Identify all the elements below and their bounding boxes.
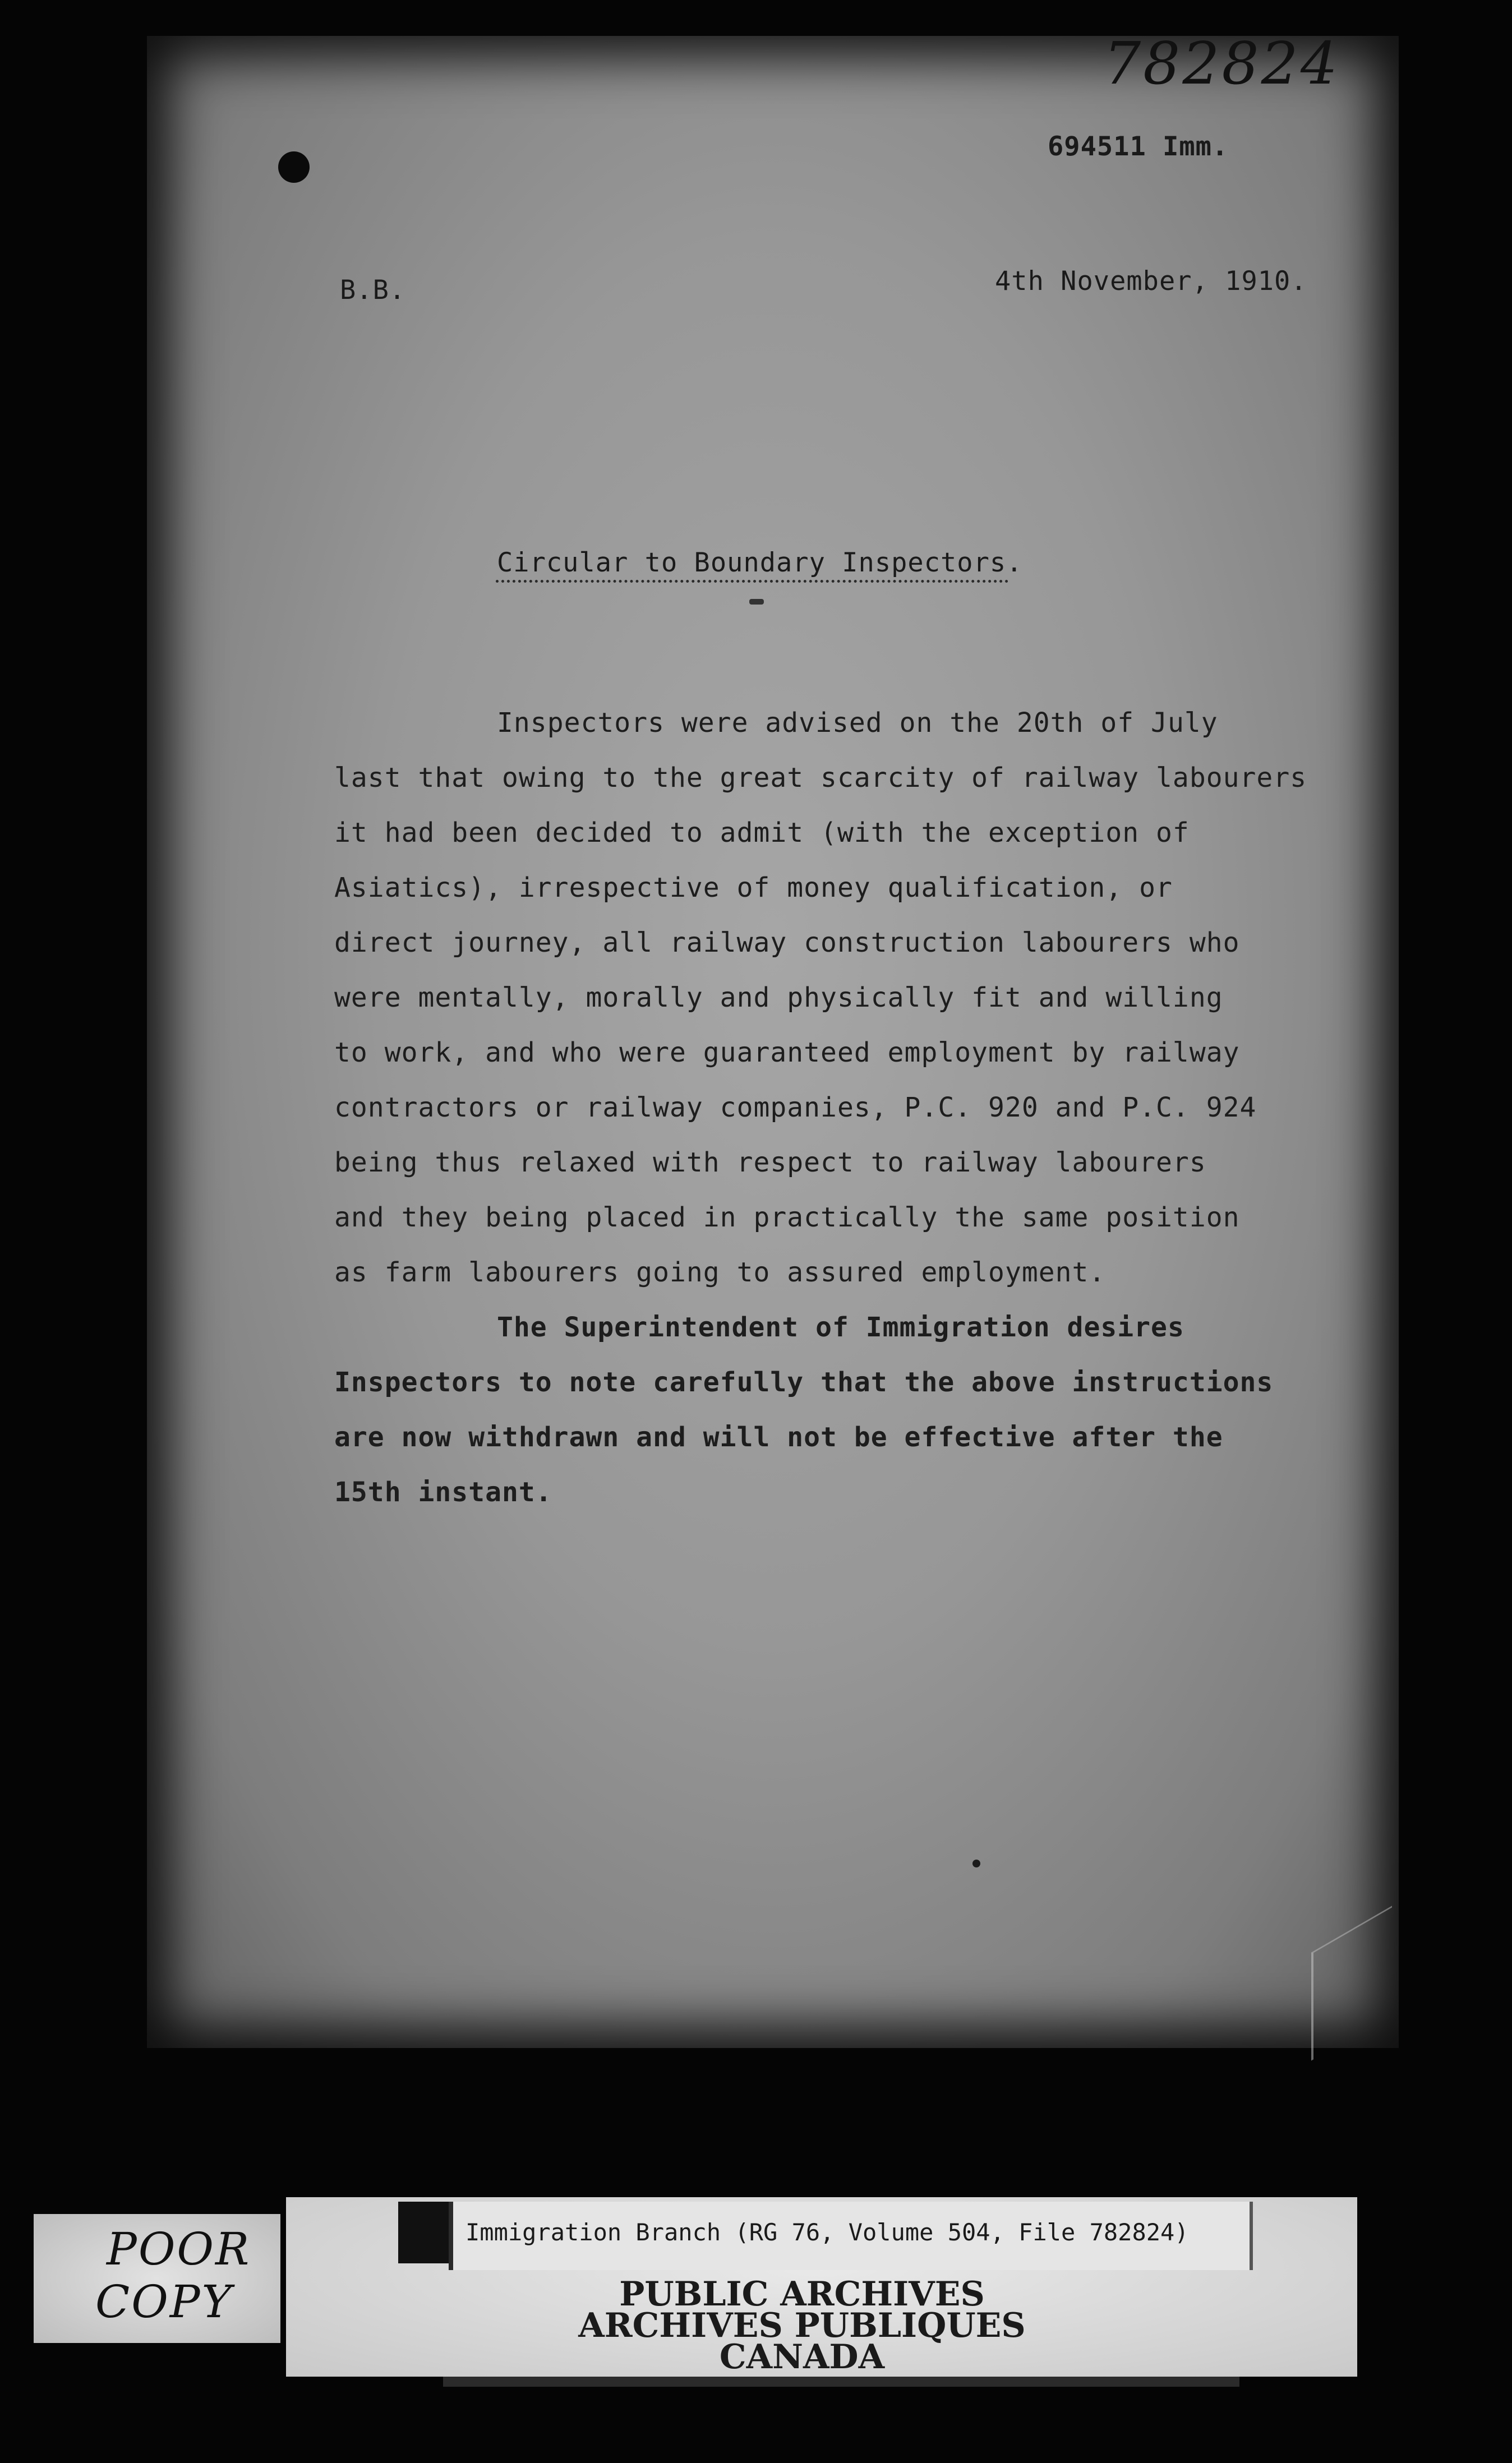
circular-title: Circular to Boundary Inspectors. <box>497 547 1023 578</box>
body-line: The Superintendent of Immigration desires <box>497 1312 1184 1343</box>
body-line: Asiatics), irrespective of money qualification, or <box>334 872 1173 903</box>
body-line: 15th instant. <box>334 1477 552 1508</box>
circular-body <box>334 695 1307 1520</box>
body-line: Inspectors to note carefully that the above instructions <box>334 1367 1274 1398</box>
handwritten-file-number: 782824 <box>1104 29 1340 98</box>
copy-label: COPY <box>95 2276 233 2328</box>
initials: B.B. <box>340 275 406 306</box>
body-line: being thus relaxed with respect to railway labourers <box>334 1147 1206 1178</box>
poor-copy-card <box>34 2214 280 2343</box>
archives-country: CANADA <box>719 2337 885 2377</box>
label-shadow <box>443 2377 1239 2387</box>
ink-mark <box>749 599 764 605</box>
letter-date: 4th November, 1910. <box>995 266 1307 297</box>
file-reference: 694511 Imm. <box>1048 131 1229 162</box>
body-line: as farm labourers going to assured employment. <box>334 1257 1106 1288</box>
body-line: and they being placed in practically the same position <box>334 1202 1240 1233</box>
ink-dot <box>972 1860 980 1867</box>
punch-hole <box>278 151 310 183</box>
archives-french: ARCHIVES PUBLIQUES <box>578 2306 1026 2345</box>
title-underline <box>496 580 1008 583</box>
body-line: contractors or railway companies, P.C. 920 and P.C. 924 <box>334 1092 1257 1123</box>
archive-source: Immigration Branch (RG 76, Volume 504, File 782824) <box>465 2218 1189 2246</box>
archives-english: PUBLIC ARCHIVES <box>619 2275 985 2314</box>
body-line: last that owing to the great scarcity of railway labourers <box>334 762 1307 794</box>
body-line: to work, and who were guaranteed employment by railway <box>334 1037 1240 1068</box>
body-line: Inspectors were advised on the 20th of July <box>497 707 1218 739</box>
body-line: were mentally, morally and physically fit and willing <box>334 982 1223 1013</box>
body-line: it had been decided to admit (with the exception of <box>334 817 1190 848</box>
body-line: direct journey, all railway construction labourers who <box>334 927 1240 958</box>
poor-label: POOR <box>107 2223 251 2275</box>
body-line: are now withdrawn and will not be effective after the <box>334 1422 1223 1453</box>
label-tab <box>398 2202 449 2263</box>
